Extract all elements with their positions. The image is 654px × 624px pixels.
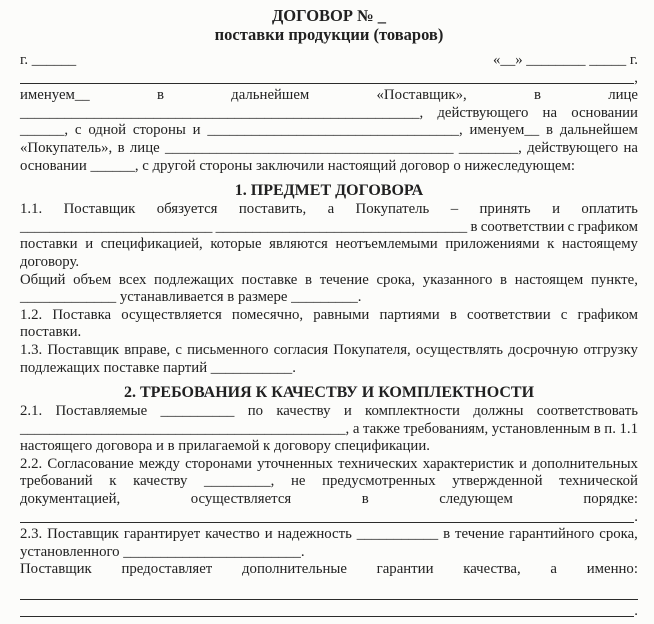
contract-text-line: договору. [20, 253, 80, 270]
contract-text-line: ____________________________________________, а также требованиям, установленным в п. 1.1 [20, 420, 638, 437]
contract-text-line: настоящего договора и в прилагаемой к договору спецификации. [20, 438, 430, 455]
contract-text-line: ______, с одной стороны и __________________________________, именуем__ в дальнейшем [20, 122, 638, 139]
section-heading: 2. ТРЕБОВАНИЯ К КАЧЕСТВУ И КОМПЛЕКТНОСТИ [123, 384, 535, 402]
contract-text-line: подлежащих поставке партий ___________. [20, 359, 296, 376]
contract-text-line: документацией, осуществляется в следующем порядке: [20, 491, 638, 508]
blank-fill-line: . [20, 509, 638, 527]
blank-fill-line [20, 585, 638, 603]
contract-text-line: 2.2. Согласование между сторонами уточненных технических характеристик и дополнительных [20, 455, 638, 472]
section-heading: 1. ПРЕДМЕТ ДОГОВОРА [234, 182, 424, 200]
contract-text-line: _____________ устанавливается в размере _________. [20, 289, 362, 306]
document-title: ДОГОВОР № _ [271, 6, 387, 25]
blank-underline [20, 522, 634, 523]
blank-fill-line: . [20, 603, 638, 621]
blank-underline [20, 616, 634, 617]
blank-fill-line: , [20, 70, 638, 88]
city-blank-field: г. ______ [20, 52, 77, 68]
contract-text-line: 1.1. Поставщик обязуется поставить, а Покупатель – принять и оплатить [20, 201, 638, 218]
contract-text-line: 1.3. Поставщик вправе, с письменного согласия Покупателя, осуществлять досрочную отгрузку [20, 341, 638, 358]
contract-text-line: «Покупатель», в лице _______________________________________ ________, действующего на [20, 139, 638, 156]
blank-underline [20, 83, 634, 84]
contract-text-line: Общий объем всех подлежащих поставке в течение срока, указанного в настоящем пункте, [20, 271, 638, 288]
contract-text-line: 2.1. Поставляемые __________ по качеству и комплектности должны соответствовать [20, 403, 638, 420]
contract-text-line: Поставщик предоставляет дополнительные гарантии качества, а именно: [20, 561, 638, 578]
document-title-block [20, 6, 638, 44]
blank-underline [20, 599, 638, 600]
contract-text-line: 2.3. Поставщик гарантирует качество и надежность ___________ в течение гарантийного срока, [20, 526, 638, 543]
date-blank-field: «__» ________ _____ г. [493, 52, 638, 68]
contract-body [20, 70, 638, 621]
contract-text-line: поставки и спецификацией, которые являются неотъемлемыми приложениями к настоящему [20, 236, 638, 253]
contract-text-line: __________________________ __________________________________ в соответствии с графиком [20, 218, 638, 235]
contract-text-line: основании ______, с другой стороны заключили настоящий договор о нижеследующем: [20, 157, 576, 174]
contract-text-line: ______________________________________________________, действующего на основании [20, 104, 638, 121]
contract-text-line: именуем__ в дальнейшем «Поставщик», в лице [20, 87, 638, 104]
contract-text-line: требований к качеству _________, не предусмотренных утвержденной технической [20, 473, 638, 490]
contract-text-line: 1.2. Поставка осуществляется помесячно, равными партиями в соответствии с графиком [20, 306, 638, 323]
contract-text-line: установленного ________________________. [20, 543, 305, 560]
contract-text-line: поставки. [20, 324, 82, 341]
dateline [20, 52, 638, 70]
document-subtitle: поставки продукции (товаров) [214, 25, 444, 44]
